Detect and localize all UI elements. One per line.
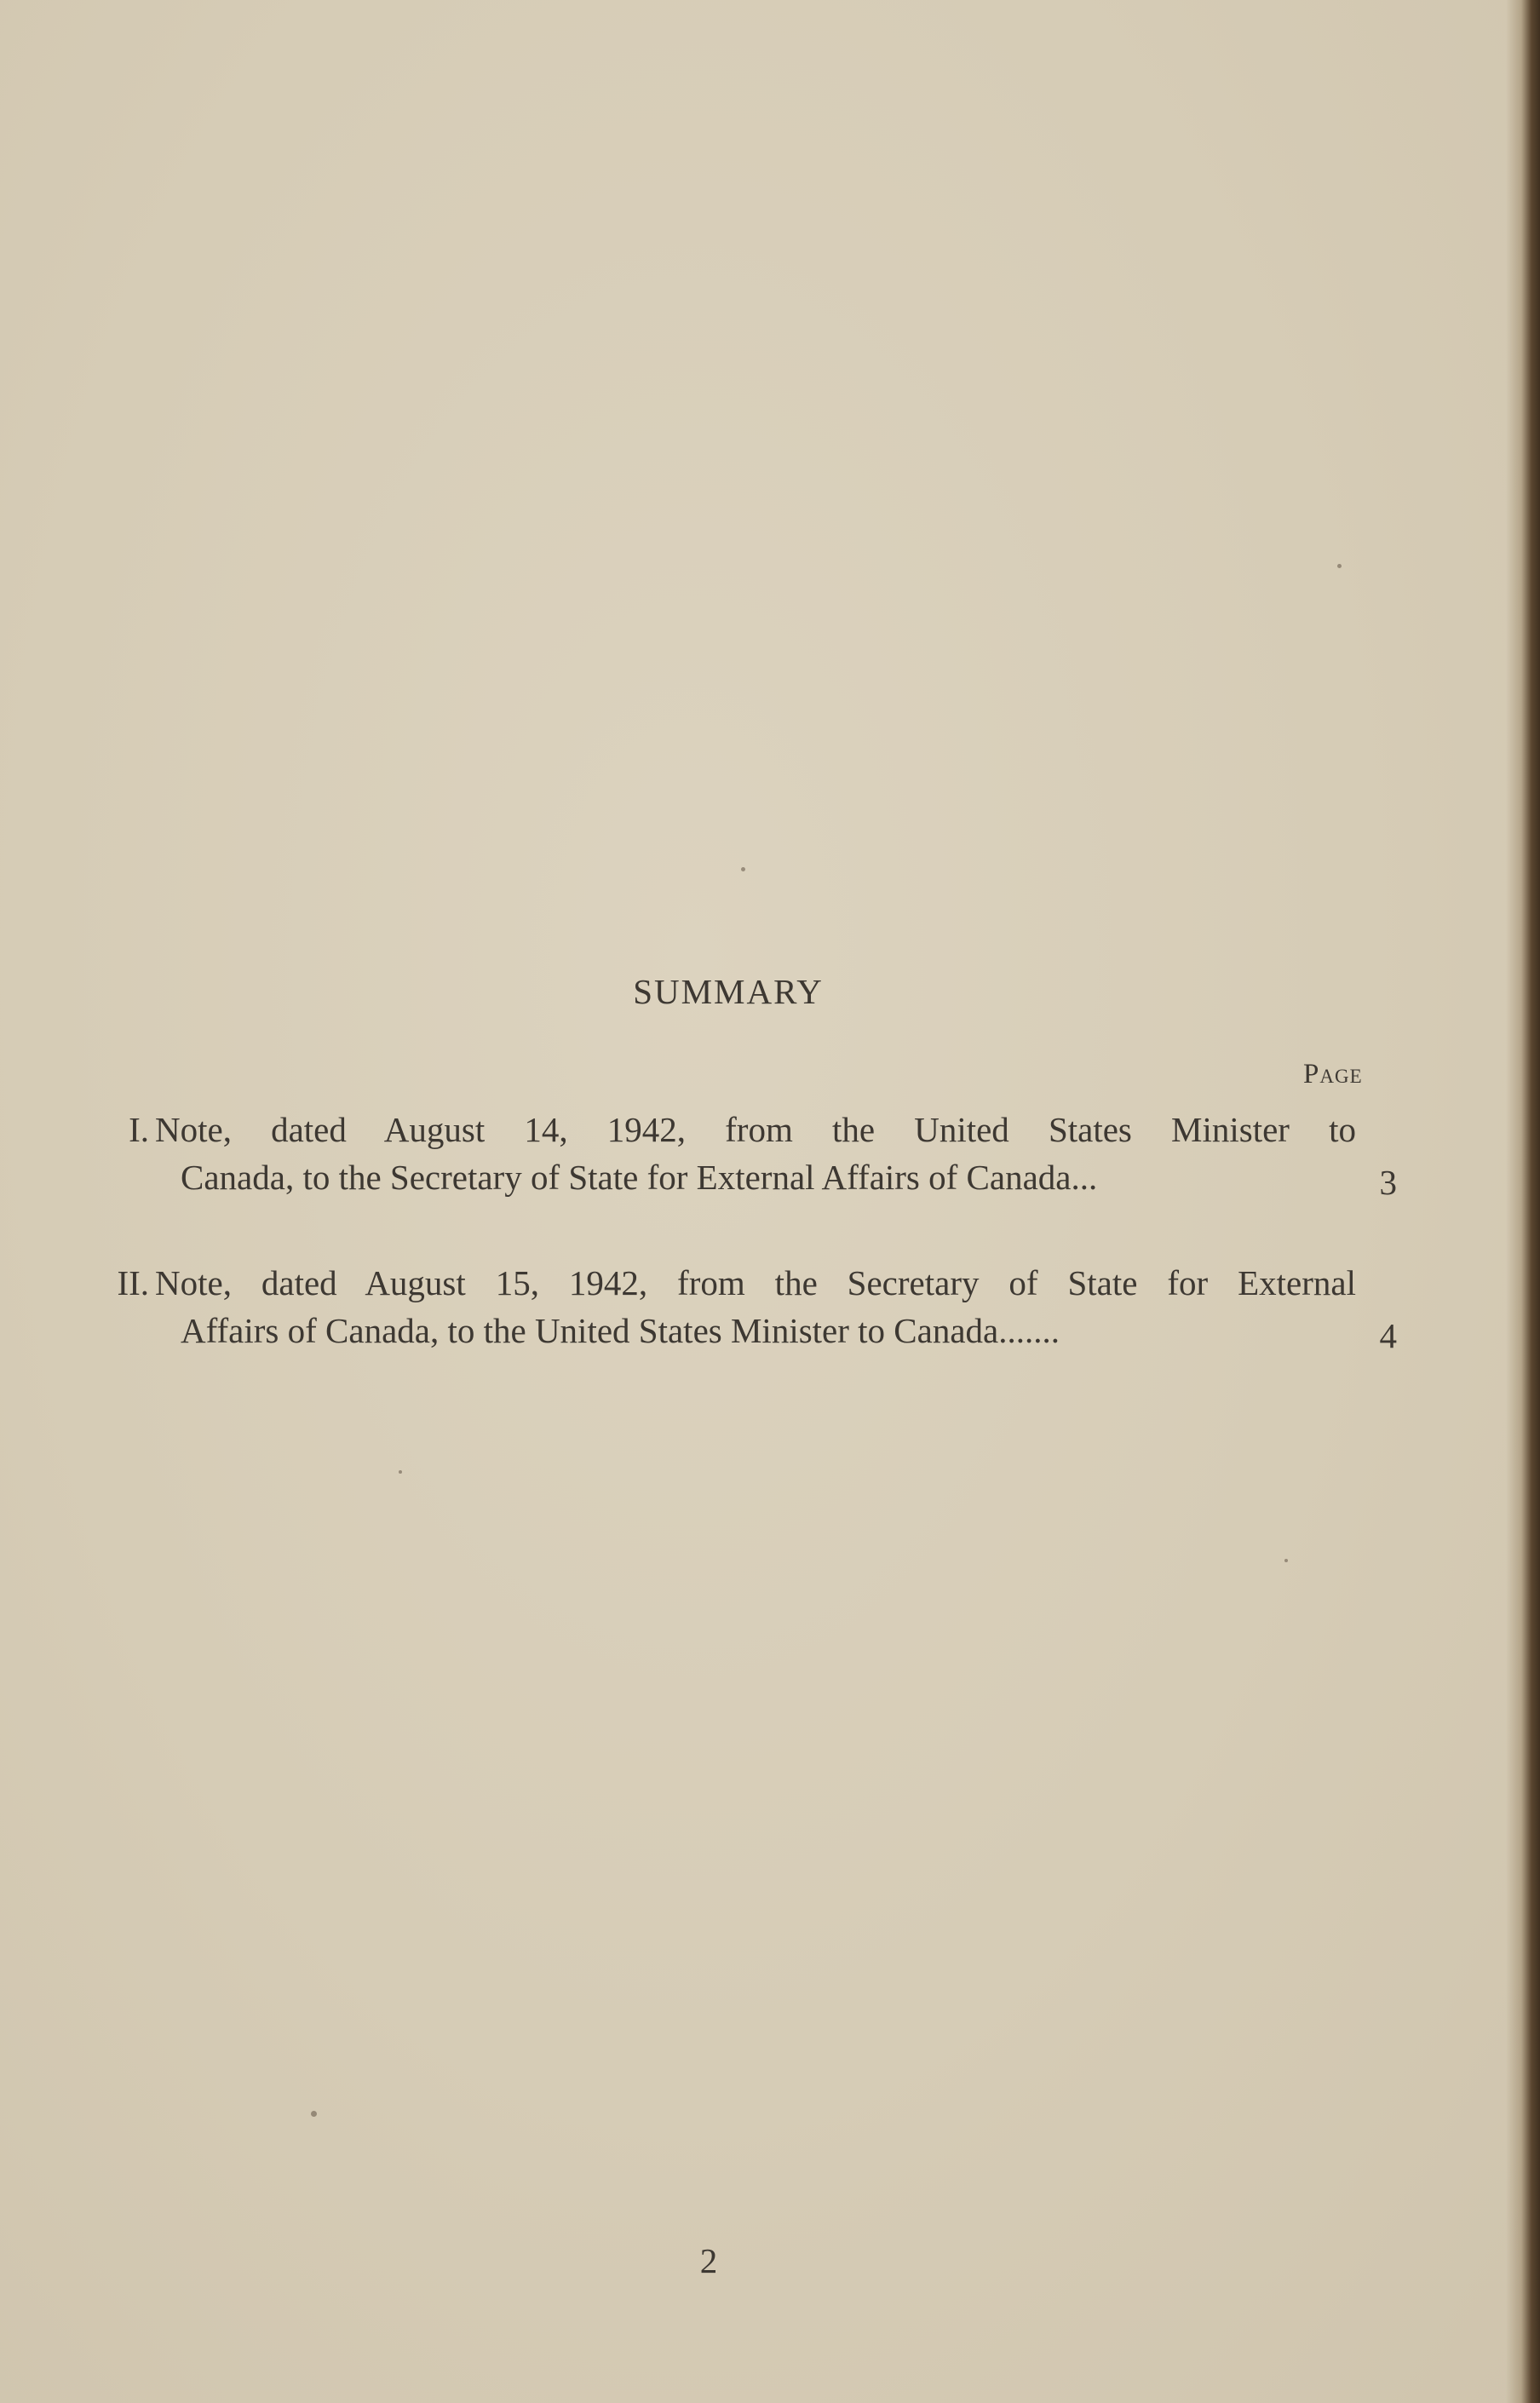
- summary-heading: SUMMARY: [633, 972, 824, 1011]
- entry-page-number: 3: [1379, 1163, 1397, 1202]
- page-folio-number: 2: [699, 2241, 718, 2280]
- entry-number: II.: [117, 1263, 149, 1302]
- entry-text-line-1: Note, dated August 15, 1942, from the Secretary of State for External: [155, 1263, 1356, 1302]
- entry-page-number: 4: [1379, 1316, 1397, 1355]
- paper-speck: [741, 867, 745, 871]
- paper-speck: [1284, 1559, 1288, 1562]
- entry-text-line-1: Note, dated August 14, 1942, from the United States Minister to: [155, 1110, 1356, 1149]
- page-column-label: Page: [1303, 1059, 1363, 1089]
- paper-speck: [1337, 564, 1342, 568]
- paper-speck: [311, 2111, 317, 2117]
- paper-speck: [399, 1470, 402, 1474]
- entry-text-line-2: Canada, to the Secretary of State for External Affairs of Canada...: [181, 1158, 1098, 1197]
- entry-text-line-2: Affairs of Canada, to the United States Minister to Canada.......: [181, 1311, 1060, 1350]
- binding-edge-shadow: [1506, 0, 1540, 2403]
- entry-number: I.: [129, 1110, 149, 1149]
